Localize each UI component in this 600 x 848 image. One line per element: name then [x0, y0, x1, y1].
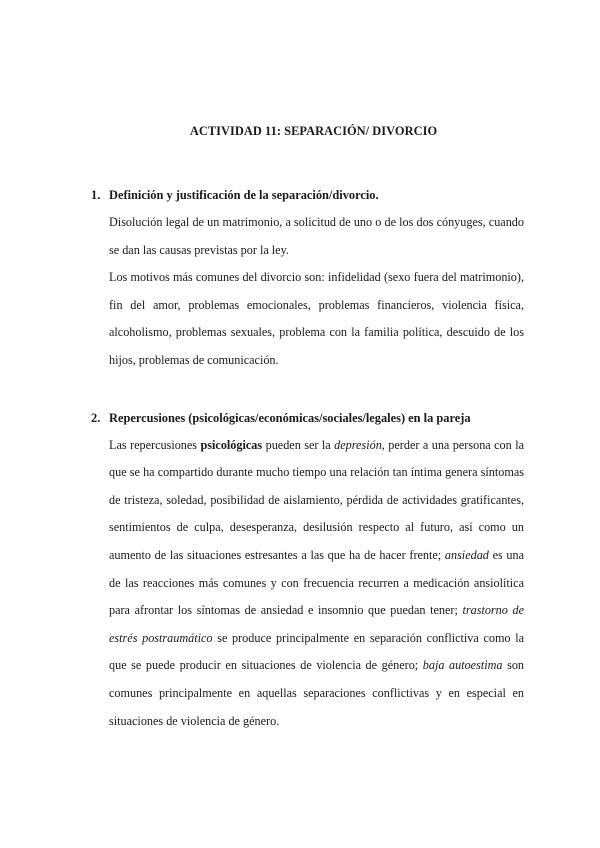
text-run: Las repercusiones — [109, 437, 201, 452]
italic-term: trastorno de estrés postraumático — [109, 603, 524, 645]
italic-term: ansiedad — [444, 547, 489, 562]
section-heading — [91, 404, 524, 432]
section-heading — [91, 181, 524, 209]
section-heading-text: Repercusiones (psicológicas/económicas/sociales/legales) en la pareja — [109, 410, 471, 425]
section-body — [109, 432, 524, 736]
section-number: 2. — [91, 410, 101, 425]
italic-term: baja autoestima — [422, 658, 503, 673]
section-number: 1. — [91, 188, 101, 202]
paragraph: Los motivos más comunes del divorcio son: infidelidad (sexo fuera del matrimonio), fin del amor, problemas emocionales, problemas financieros, violencia física, alcoholismo, problemas sexuales, problema con la familia política, descuido de los hijos, problemas de comunicación. — [109, 270, 524, 367]
text-run: son comunes principalmente en aquellas separaciones conflictivas y en especial en situaciones de violencia de género. — [109, 658, 525, 728]
text-run: es una de las reacciones más comunes y con frecuencia recurren a medicación ansiolítica para afrontar los síntomas de ansiedad e insomnio que puedan tener; — [109, 547, 525, 618]
italic-term: depresión — [334, 437, 382, 452]
section-repercussions — [91, 404, 524, 736]
section-body — [109, 209, 524, 375]
text-run: , perder a una persona con la que se ha compartido durante mucho tiempo una relación tan íntima genera síntomas de tristeza, soledad, posibilidad de aislamiento, pérdida de actividades gratificantes, sentimientos de culpa, desesperanza, desilusión respecto al futuro, así como un aumento de las situaciones estresantes a las que ha de hacer frente; — [109, 437, 524, 562]
document-title: ACTIVIDAD 11: SEPARACIÓN/ DIVORCIO — [189, 124, 438, 138]
section-spacer — [91, 375, 524, 404]
section-definition — [91, 181, 524, 375]
bold-term: psicológicas — [200, 437, 263, 452]
paragraph — [109, 432, 524, 736]
text-run: se produce principalmente en separación conflictiva como la que se puede producir en situaciones de violencia de género; — [109, 630, 524, 673]
paragraph: Disolución legal de un matrimonio, a solicitud de uno o de los dos cónyuges, cuando se dan las causas previstas por la ley. — [109, 215, 524, 257]
section-heading-text: Definición y justificación de la separación/divorcio. — [109, 188, 379, 202]
text-run: pueden ser la — [262, 437, 335, 452]
